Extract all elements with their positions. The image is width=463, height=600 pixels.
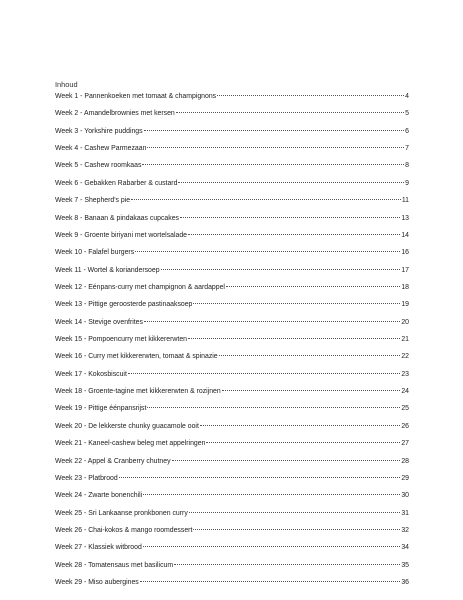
toc-entry-label: Week 8 - Banaan & pindakaas cupcakes [55, 214, 179, 222]
toc-dot-leader [174, 564, 400, 565]
toc-entry[interactable] [55, 300, 409, 317]
toc-entry-page-number: 9 [405, 179, 409, 187]
toc-entry-label: Week 26 - Chai-kokos & mango roomdessert [55, 526, 193, 534]
toc-dot-leader [119, 477, 401, 478]
toc-entry-label: Week 2 - Amandelbrownies met kersen [55, 110, 175, 118]
toc-entry-label: Week 27 - Klassiek witbrood [55, 544, 142, 552]
toc-entry-page-number: 25 [401, 405, 409, 413]
toc-entry-label: Week 12 - Eénpans-curry met champignon & aardappel [55, 283, 225, 291]
toc-entry-label: Week 11 - Wortel & koriandersoep [55, 266, 160, 274]
toc-entry[interactable] [55, 526, 409, 543]
toc-entry-label: Week 29 - Miso aubergines [55, 579, 139, 587]
toc-entry-page-number: 34 [401, 544, 409, 552]
toc-dot-leader [131, 199, 401, 200]
toc-entry[interactable] [55, 457, 409, 474]
toc-entry-page-number: 35 [401, 561, 409, 569]
toc-entry-page-number: 19 [401, 301, 409, 309]
toc-entry-page-number: 4 [405, 93, 409, 100]
toc-dot-leader [200, 425, 400, 426]
toc-dot-leader [172, 460, 401, 461]
toc-dot-leader [143, 494, 400, 495]
toc-dot-leader [206, 442, 400, 443]
toc-dot-leader [193, 529, 400, 530]
toc-entry-label: Week 23 - Platbrood [55, 474, 118, 482]
toc-entry-page-number: 5 [405, 110, 409, 118]
toc-entry-label: Week 1 - Pannenkoeken met tomaat & champignons [55, 93, 217, 100]
toc-dot-leader [140, 581, 401, 582]
toc-title: Inhoud [55, 80, 78, 89]
toc-entry[interactable] [55, 474, 409, 491]
toc-dot-leader [176, 112, 404, 113]
toc-entry-label: Week 14 - Stevige ovenfrites [55, 318, 143, 326]
toc-entry-page-number: 14 [401, 231, 409, 239]
toc-entry[interactable] [55, 127, 409, 144]
toc-entry[interactable] [55, 92, 409, 109]
toc-entry[interactable] [55, 543, 409, 560]
toc-dot-leader [161, 269, 401, 270]
toc-entry[interactable] [55, 214, 409, 231]
toc-entry-page-number: 24 [401, 388, 409, 396]
toc-entry-page-number: 29 [401, 474, 409, 482]
toc-entry-page-number: 13 [401, 214, 409, 222]
toc-entry-label: Week 25 - Sri Lankaanse pronkbonen curry [55, 509, 188, 517]
toc-entry-page-number: 30 [401, 492, 409, 500]
toc-entry[interactable] [55, 509, 409, 526]
toc-dot-leader [180, 217, 400, 218]
toc-entry-label: Week 19 - Pittige éénpansrijst [55, 405, 147, 413]
toc-dot-leader [178, 182, 404, 183]
toc-dot-leader [128, 373, 400, 374]
toc-entry-page-number: 22 [401, 353, 409, 361]
toc-entry-label: Week 16 - Curry met kikkererwten, tomaat & spinazie [55, 353, 218, 361]
toc-entry-label: Week 7 - Shepherd's pie [55, 197, 131, 205]
toc-entry[interactable] [55, 144, 409, 161]
toc-dot-leader [144, 321, 400, 322]
toc-dot-leader [147, 407, 400, 408]
toc-entry[interactable] [55, 561, 409, 578]
toc-entry-label: Week 10 - Falafel burgers [55, 249, 135, 257]
toc-entry-page-number: 11 [401, 197, 409, 205]
toc-dot-leader [147, 147, 404, 148]
toc-entry[interactable] [55, 266, 409, 283]
toc-entry-page-number: 18 [401, 283, 409, 291]
toc-dot-leader [193, 303, 400, 304]
toc-dot-leader [222, 390, 401, 391]
toc-entry-label: Week 24 - Zwarte bonenchili [55, 492, 143, 500]
toc-entry[interactable] [55, 352, 409, 369]
toc-entry-label: Week 9 - Groente biriyani met wortelsalade [55, 231, 188, 239]
toc-entry-page-number: 7 [405, 145, 409, 153]
toc-entry[interactable] [55, 439, 409, 456]
toc-entry-label: Week 3 - Yorkshire puddings [55, 127, 143, 135]
toc-entry[interactable] [55, 491, 409, 508]
toc-entry-label: Week 15 - Pompoencurry met kikkererwten [55, 336, 187, 344]
toc-entry-label: Week 28 - Tomatensaus met basilicum [55, 561, 174, 569]
toc-entry-page-number: 27 [401, 440, 409, 448]
toc-entry-label: Week 20 - De lekkerste chunky guacamole ooit [55, 422, 199, 430]
toc-dot-leader [142, 164, 404, 165]
toc-entry[interactable] [55, 387, 409, 404]
toc-entry-page-number: 16 [401, 249, 409, 257]
toc-entry-label: Week 21 - Kaneel-cashew beleg met appelringen [55, 440, 206, 448]
toc-entry[interactable] [55, 196, 409, 213]
toc-entry-page-number: 6 [405, 127, 409, 135]
toc-entry[interactable] [55, 335, 409, 352]
toc-entry-label: Week 4 - Cashew Parmezaan [55, 145, 147, 153]
toc-dot-leader [135, 251, 400, 252]
toc-entry-label: Week 5 - Cashew roomkaas [55, 162, 142, 170]
toc-entry[interactable] [55, 248, 409, 265]
toc-entry-label: Week 13 - Pittige geroosterde pastinaaksoep [55, 301, 193, 309]
toc-entry-label: Week 17 - Kokosbiscuit [55, 370, 127, 378]
toc-dot-leader [217, 95, 404, 96]
toc-entry-page-number: 32 [401, 526, 409, 534]
toc-entry[interactable] [55, 422, 409, 439]
toc-dot-leader [226, 286, 400, 287]
toc-dot-leader [219, 355, 401, 356]
toc-entry[interactable] [55, 109, 409, 126]
toc-entry-page-number: 17 [401, 266, 409, 274]
toc-entry-page-number: 20 [401, 318, 409, 326]
toc-entry-page-number: 28 [401, 457, 409, 465]
toc-dot-leader [144, 130, 405, 131]
toc-entry[interactable] [55, 404, 409, 421]
table-of-contents [55, 92, 409, 595]
toc-dot-leader [188, 338, 400, 339]
toc-entry[interactable] [55, 578, 409, 595]
toc-entry[interactable] [55, 370, 409, 387]
toc-entry-page-number: 23 [401, 370, 409, 378]
toc-dot-leader [143, 546, 401, 547]
toc-entry-label: Week 18 - Groente-tagine met kikkererwten & rozijnen [55, 388, 221, 396]
toc-entry-page-number: 36 [401, 579, 409, 587]
toc-entry[interactable] [55, 231, 409, 248]
toc-entry-label: Week 6 - Gebakken Rabarber & custard [55, 179, 178, 187]
toc-entry[interactable] [55, 283, 409, 300]
toc-entry-page-number: 21 [401, 336, 409, 344]
toc-entry[interactable] [55, 318, 409, 335]
toc-entry[interactable] [55, 161, 409, 178]
toc-entry-page-number: 26 [401, 422, 409, 430]
toc-dot-leader [189, 512, 401, 513]
toc-entry-label: Week 22 - Appel & Cranberry chutney [55, 457, 171, 465]
toc-dot-leader [188, 234, 400, 235]
toc-entry-page-number: 31 [401, 509, 409, 517]
toc-entry-page-number: 8 [405, 162, 409, 170]
toc-entry[interactable] [55, 179, 409, 196]
